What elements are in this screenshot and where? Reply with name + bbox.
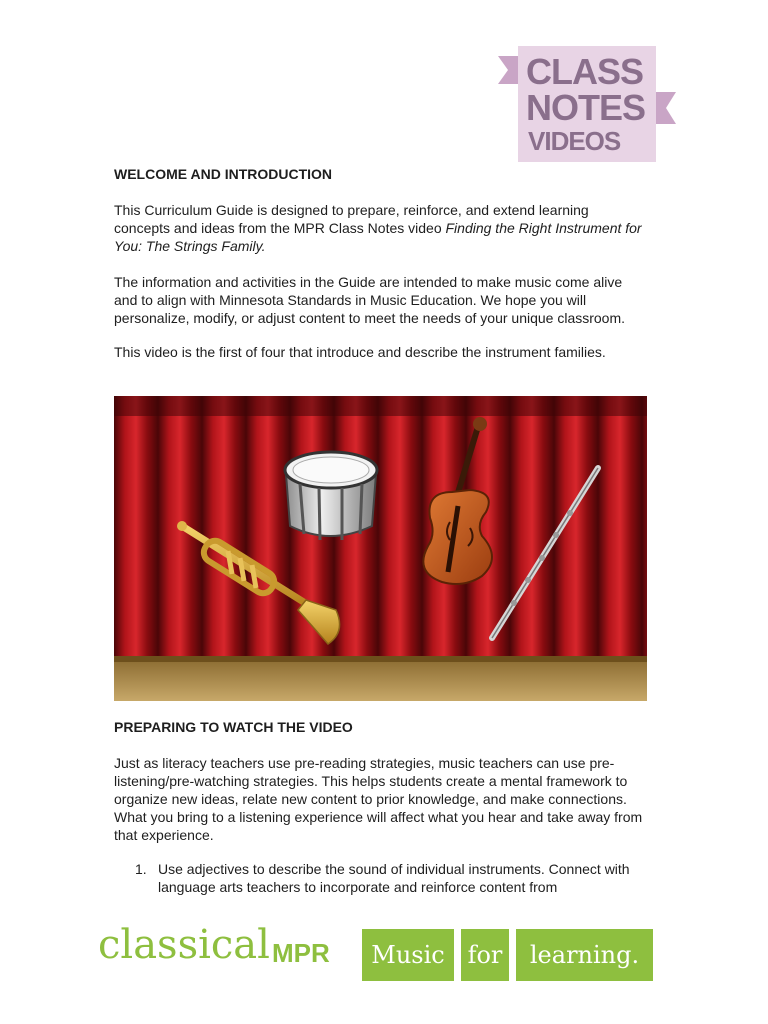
video-title: Finding the Right Instrument for You: The Strings Family. (114, 220, 642, 254)
preparing-section (114, 718, 644, 896)
preparing-heading: PREPARING TO WATCH THE VIDEO (114, 719, 353, 735)
instruments-on-stage-image (114, 396, 647, 701)
welcome-paragraph-2: The information and activities in the Guide are intended to make music come alive and to align with Minnesota Standards in Music Education. We hope you will personalize, modify, or adjust content to meet the needs of your unique classroom. (114, 274, 626, 326)
welcome-paragraph-3: This video is the first of four that introduce and describe the instrument families. (114, 344, 606, 360)
preparing-paragraph: Just as literacy teachers use pre-reading strategies, music teachers can use pre-listening/pre-watching strategies. This helps students create a mental framework to organize new ideas, relate new content to prior knowledge, and make connections. What you bring to a listening experience will affect what you hear and take away from that experience. (114, 755, 643, 843)
welcome-section (114, 165, 644, 361)
welcome-heading: WELCOME AND INTRODUCTION (114, 166, 333, 182)
list-item-text: Use adjectives to describe the sound of individual instruments. Connect with language arts teachers to incorporate and reinforce content from (158, 861, 630, 895)
badge-line-videos: VIDEOS (528, 126, 621, 156)
music-for-learning-pill-learning: learning. (516, 929, 653, 981)
list-item (114, 860, 644, 896)
welcome-paragraph-1 (114, 201, 644, 255)
list-item-number: 1. (135, 861, 147, 877)
music-for-learning-pill-music: Music (362, 929, 454, 981)
badge-line-class: CLASS (526, 51, 644, 92)
classical-mpr-logo-word: classical (98, 922, 270, 968)
badge-line-notes: NOTES (526, 87, 646, 128)
classical-mpr-logo-mpr: MPR (272, 938, 330, 968)
drum-icon (285, 452, 377, 540)
welcome-p1-text: This Curriculum Guide is designed to prepare, reinforce, and extend learning concepts and ideas from the MPR Class Notes video (114, 202, 589, 236)
class-notes-videos-logo (498, 44, 676, 164)
pre-listening-list (114, 860, 644, 896)
music-for-learning-pill-for: for (461, 929, 509, 981)
